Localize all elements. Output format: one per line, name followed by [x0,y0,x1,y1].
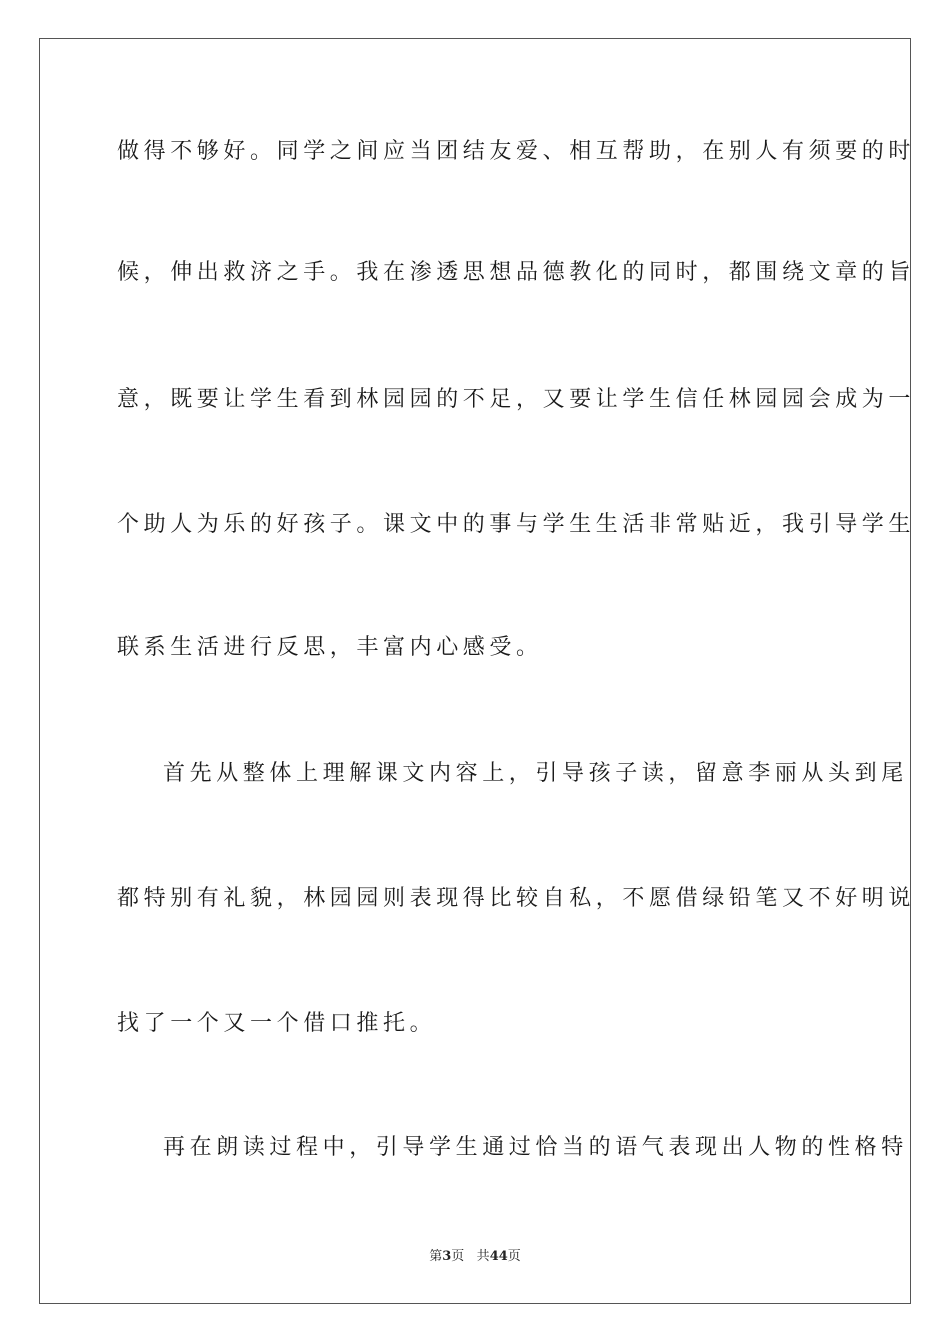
body-line-8: 找了一个又一个借口推托。 [117,1011,437,1036]
body-line-4: 个助人为乐的好孩子。课文中的事与学生生活非常贴近，我引导学生 [117,512,916,537]
body-line-6: 首先从整体上理解课文内容上，引导孩子读，留意李丽从头到尾 [163,761,908,786]
footer-page-number: 3 [442,1249,452,1264]
footer-page-suffix: 页 [451,1249,465,1264]
body-line-2: 候，伸出救济之手。我在渗透思想品德教化的同时，都围绕文章的旨 [117,260,916,285]
body-line-3: 意，既要让学生看到林园园的不足，又要让学生信任林园园会成为一 [117,387,916,412]
footer-total-suffix: 页 [507,1249,521,1264]
body-line-1: 做得不够好。同学之间应当团结友爱、相互帮助，在别人有须要的时 [117,139,916,164]
body-line-7: 都特别有礼貌，林园园则表现得比较自私，不愿借绿铅笔又不好明说 [117,886,916,911]
page-border [39,38,916,1304]
footer-page-prefix: 第 [429,1249,443,1264]
footer-total-prefix: 共 [476,1249,490,1264]
body-line-9: 再在朗读过程中，引导学生通过恰当的语气表现出人物的性格特 [163,1135,908,1160]
page-footer [0,1248,950,1266]
footer-total-pages: 44 [489,1249,508,1264]
body-line-5: 联系生活进行反思，丰富内心感受。 [117,635,543,660]
